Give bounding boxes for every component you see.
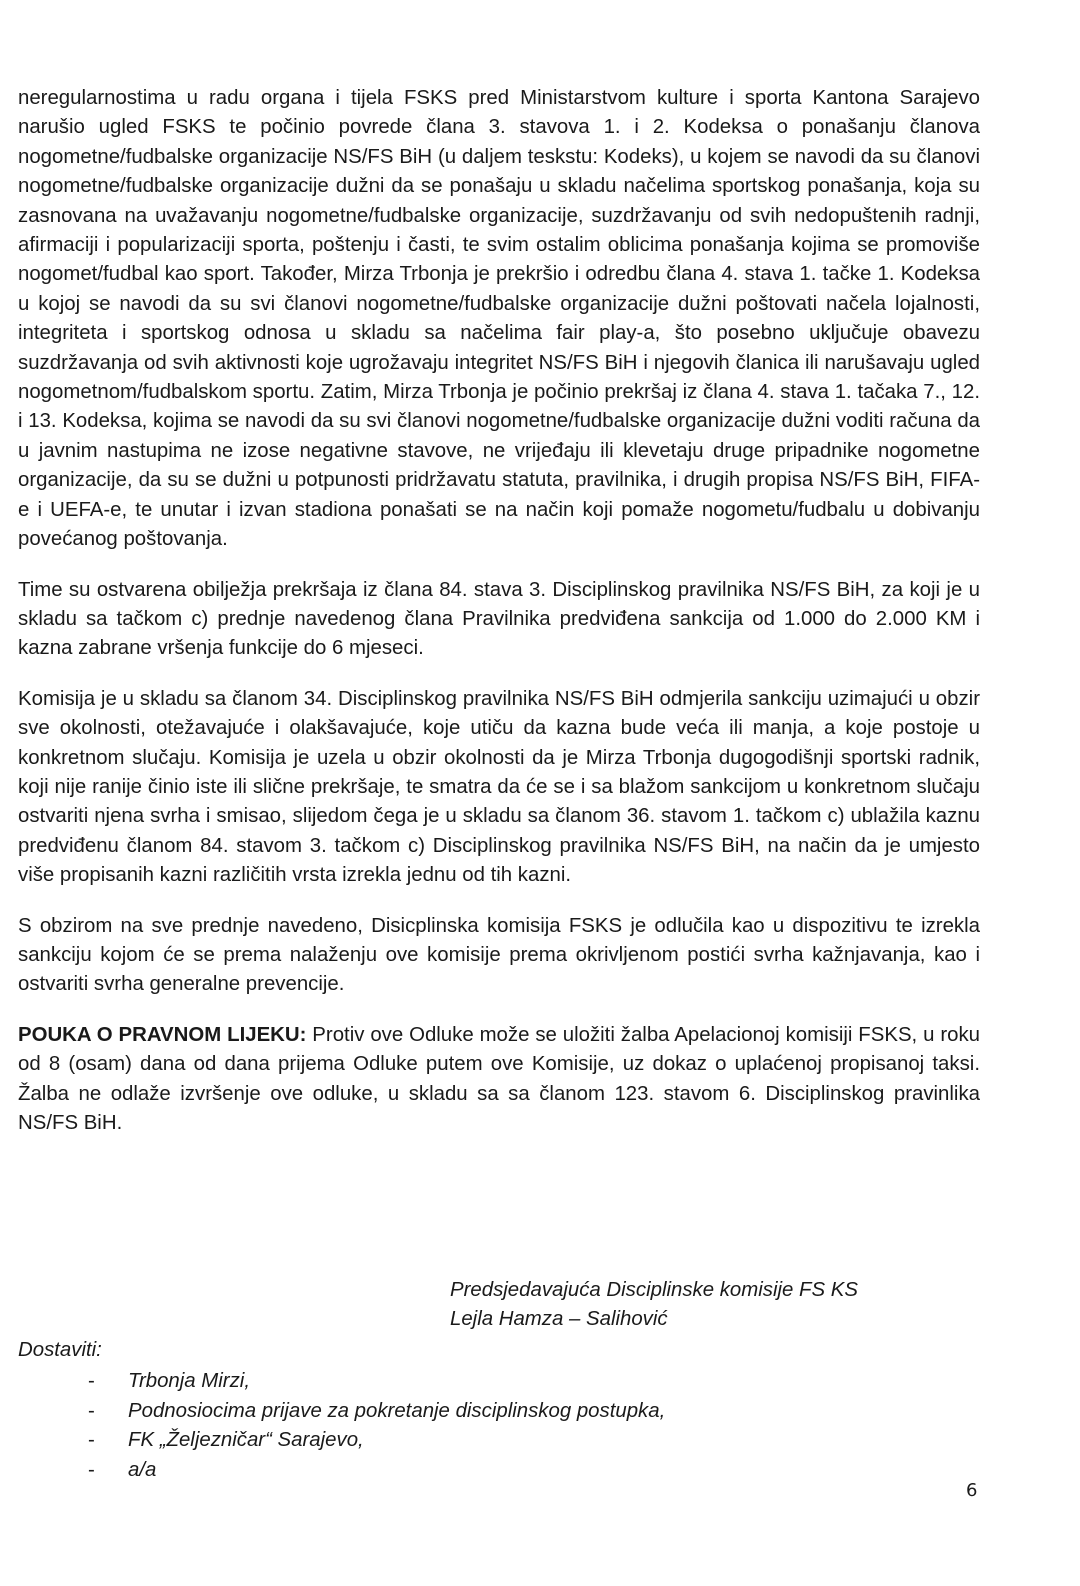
page-number: 6 <box>966 1480 978 1501</box>
paragraph-conclusion: S obzirom na sve prednje navedeno, Disicplinska komisija FSKS je odlučila kao u dispozitivu te izrekla sankciju kojom će se prema nalaženju ove komisije prema okrivljenom postići svrha kažnjavanja, kao i ostvariti svrha generalne prevencije. <box>18 914 980 996</box>
recipient-name: Trbonja Mirzi, <box>128 1370 250 1393</box>
document-body <box>18 84 980 1138</box>
list-item <box>18 1456 665 1485</box>
delivery-heading: Dostaviti: <box>18 1339 102 1361</box>
list-dash: - <box>88 1399 95 1422</box>
list-item <box>18 1426 665 1455</box>
paragraph-offense-elements: Time su ostvarena obilježja prekršaja iz člana 84. stava 3. Disciplinskog pravilnika NS/FS BiH, za koji je u skladu sa tačkom c) prednje navedenog člana Pravilnika predviđena sankcija od 1.000 do 2.000 KM i kazna zabrane vršenja funkcije do 6 mjeseci. <box>18 578 980 660</box>
signatory-title: Predsjedavajuća Disciplinske komisije FS KS <box>450 1279 858 1301</box>
legal-remedy-heading: POUKA O PRAVNOM LIJEKU: <box>18 1023 307 1046</box>
paragraph-legal-remedy <box>18 1021 980 1139</box>
delivery-block <box>18 1336 665 1485</box>
recipient-name: Podnosiocima prijave za pokretanje disciplinskog postupka, <box>128 1399 666 1422</box>
paragraph-violations: neregularnostima u radu organa i tijela FSKS pred Ministarstvom kulture i sporta Kantona Sarajevo narušio ugled FSKS te počinio povrede člana 3. stavova 1. i 2. Kodeksa o ponašanju članova nogometne/fudbalske organizacije NS/FS BiH (u daljem teskstu: Kodeks), u kojem se navodi da su članovi nogometne/fudbalske organizacije dužni da se ponašaju u skladu načelima sportskog ponašanja, koja su zasnovana na uvažavanju nogometne/fudbalske organizacije, suzdržavanju od svih nedopuštenih radnji, afirmaciji i popularizaciji sporta, poštenju i časti, te svim ostalim oblicima ponašanja kojima se promoviše nogomet/fudbal kao sport. Također, Mirza Trbonja je prekršio i odredbu člana 4. stava 1. tačke 1. Kodeksa u kojoj se navodi da su svi članovi nogometne/fudbalske organizacije dužni poštovati načela lojalnosti, integriteta i sportskog odnosa u skladu sa načelima fair play-a, što posebno uključuje obavezu suzdržavanja od svih aktivnosti koje ugrožavaju integritet NS/FS BiH i njegovih članica ili narušavaju ugled nogometnom/fudbalskom sportu. Zatim, Mirza Trbonja je počinio prekršaj iz člana 4. stava 1. tačaka 7., 12. i 13. Kodeksa, kojima se navodi da su svi članovi nogometne/fudbalske organizacije dužni voditi računa da u javnim nastupima ne izose negativne stavove, ne vrijeđaju ili klevetaju druge pripadnike nogometne organizacije, da su se dužni u potpunosti pridržavatu statuta, pravilnika, i drugih propisa NS/FS BiH, FIFA-e i UEFA-e, te unutar i izvan stadiona ponašati se na način koji pomaže nogometu/fudbalu u dobivanju povećanog poštovanja. <box>18 87 980 551</box>
paragraph-sanction-assessment: Komisija je u skladu sa članom 34. Disciplinskog pravilnika NS/FS BiH odmjerila sankciju uzimajući u obzir sve okolnosti, otežavajuće i olakšavajuće, koje utiču da kazna bude veća ili manja, a koje postoje u konkretnom slučaju. Komisija je uzela u obzir okolnosti da je Mirza Trbonja dugogodišnji sportski radnik, koji nije ranije činio iste ili slične prekršaje, te smatra da će se i sa blažom sankcijom u konkretnom slučaju ostvariti njena svrha i smisao, slijedom čega je u skladu sa članom 36. stavom 1. tačkom c) ublažila kaznu predviđenu članom 84. stavom 3. tačkom c) Disciplinskog pravilnika NS/FS BiH, na način da je umjesto više propisanih kazni različitih vrsta izrekla jednu od tih kazni. <box>18 687 980 887</box>
list-dash: - <box>88 1370 95 1393</box>
legal-remedy-text: Protiv ove Odluke može se uložiti žalba Apelacionoj komisiji FSKS, u roku od 8 (osam) dana od dana prijema Odluke putem ove Komisije, uz dokaz o uplaćenoj propisanoj taksi. Žalba ne odlaže izvršenje ove odluke, u skladu sa sa članom 123. stavom 6. Disciplinskog pravinlika NS/FS BiH. <box>18 1023 981 1134</box>
recipient-name: FK „Željezničar“ Sarajevo, <box>128 1429 364 1452</box>
signatory-name: Lejla Hamza – Salihović <box>450 1308 668 1331</box>
list-item <box>18 1397 665 1426</box>
recipient-name: a/a <box>128 1458 157 1481</box>
delivery-list <box>18 1367 665 1485</box>
list-dash: - <box>88 1458 95 1481</box>
list-item <box>18 1367 665 1396</box>
list-dash: - <box>88 1429 95 1452</box>
signature-block <box>450 1276 858 1335</box>
